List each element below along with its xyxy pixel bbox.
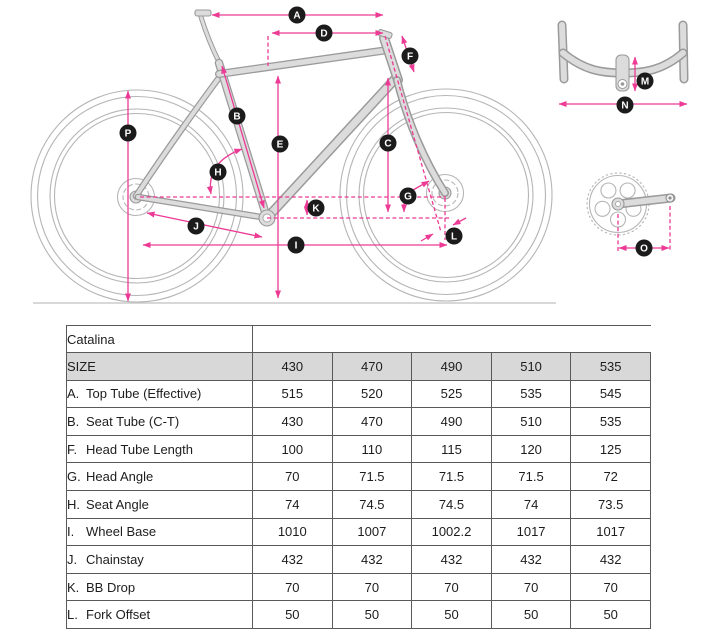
svg-text:G: G (404, 191, 412, 203)
label-H (210, 164, 227, 181)
row-label (67, 546, 253, 574)
cell-value: 470 (332, 408, 412, 436)
cell-value: 515 (253, 380, 333, 408)
row-name: Seat Tube (C-T) (86, 413, 180, 429)
label-K (308, 200, 325, 217)
cell-value: 432 (491, 546, 571, 574)
cell-value: 72 (571, 463, 651, 491)
table-row (67, 573, 651, 601)
size-430: 430 (253, 353, 333, 381)
cell-value: 510 (491, 408, 571, 436)
label-P (120, 125, 137, 142)
saddle-clamp (195, 10, 211, 16)
cell-value: 1002.2 (412, 518, 492, 546)
svg-text:D: D (320, 28, 328, 40)
table-row (67, 380, 651, 408)
row-letter: K. (67, 579, 80, 595)
svg-text:A: A (293, 10, 301, 22)
table-row (67, 518, 651, 546)
row-letter: G. (67, 469, 81, 485)
cell-value: 535 (571, 408, 651, 436)
cell-value: 50 (332, 601, 412, 629)
cell-value: 545 (571, 380, 651, 408)
label-N (617, 97, 634, 114)
cell-value: 50 (412, 601, 492, 629)
cell-value: 432 (412, 546, 492, 574)
cell-value: 70 (332, 573, 412, 601)
table-row (67, 408, 651, 436)
cell-value: 71.5 (412, 463, 492, 491)
size-510: 510 (491, 353, 571, 381)
cell-value: 74 (253, 490, 333, 518)
row-letter: L. (67, 607, 78, 623)
cell-value: 50 (571, 601, 651, 629)
svg-text:H: H (214, 167, 222, 179)
cell-value: 70 (253, 463, 333, 491)
svg-text:O: O (640, 243, 648, 255)
row-label (67, 601, 253, 629)
svg-text:B: B (233, 111, 241, 123)
svg-text:N: N (621, 100, 629, 112)
label-J (188, 218, 205, 235)
crankset-diagram (587, 173, 674, 235)
row-letter: B. (67, 413, 80, 429)
table-title-spacer (253, 326, 651, 353)
label-I (288, 237, 305, 254)
row-name: Fork Offset (86, 607, 151, 623)
table-title: Catalina (67, 326, 253, 353)
svg-text:J: J (193, 221, 199, 233)
cell-value: 535 (491, 380, 571, 408)
cell-value: 70 (491, 573, 571, 601)
row-label (67, 490, 253, 518)
size-470: 470 (332, 353, 412, 381)
cell-value: 71.5 (491, 463, 571, 491)
row-name: BB Drop (86, 579, 136, 595)
cell-value: 110 (332, 435, 412, 463)
cell-value: 50 (253, 601, 333, 629)
row-name: Wheel Base (86, 524, 157, 540)
table-title-row (67, 326, 651, 353)
cell-value: 70 (412, 573, 492, 601)
label-M (637, 73, 654, 90)
svg-text:L: L (450, 231, 458, 243)
svg-text:P: P (124, 128, 132, 140)
cell-value: 432 (332, 546, 412, 574)
size-535: 535 (571, 353, 651, 381)
row-name: Seat Angle (86, 496, 149, 512)
cell-value: 525 (412, 380, 492, 408)
row-label (67, 573, 253, 601)
cell-value: 115 (412, 435, 492, 463)
cell-value: 74 (491, 490, 571, 518)
row-name: Head Angle (86, 469, 154, 485)
cell-value: 432 (253, 546, 333, 574)
row-letter: H. (67, 496, 80, 512)
label-F (402, 48, 419, 65)
svg-text:E: E (276, 139, 284, 151)
table-row (67, 435, 651, 463)
cell-value: 73.5 (571, 490, 651, 518)
svg-text:M: M (640, 76, 650, 88)
frame (136, 10, 445, 226)
row-label (67, 463, 253, 491)
row-label (67, 518, 253, 546)
table-row (67, 463, 651, 491)
row-label (67, 408, 253, 436)
label-E (272, 136, 289, 153)
row-name: Chainstay (86, 551, 144, 567)
cell-value: 50 (491, 601, 571, 629)
label-D (316, 25, 333, 42)
cell-value: 70 (253, 573, 333, 601)
row-name: Head Tube Length (86, 441, 193, 457)
cell-value: 430 (253, 408, 333, 436)
size-header: SIZE (67, 353, 253, 381)
geometry-table (66, 325, 651, 629)
svg-text:I: I (294, 240, 298, 252)
label-C (380, 135, 397, 152)
table-row (67, 546, 651, 574)
svg-text:K: K (312, 203, 320, 215)
cell-value: 1010 (253, 518, 333, 546)
cell-value: 74.5 (332, 490, 412, 518)
table-row (67, 490, 651, 518)
label-G (400, 188, 417, 205)
cell-value: 74.5 (412, 490, 492, 518)
svg-text:C: C (384, 138, 392, 150)
svg-text:F: F (406, 51, 414, 63)
row-name: Top Tube (Effective) (86, 386, 202, 402)
cell-value: 70 (571, 573, 651, 601)
cell-value: 1017 (571, 518, 651, 546)
cell-value: 125 (571, 435, 651, 463)
cell-value: 71.5 (332, 463, 412, 491)
row-letter: J. (67, 551, 78, 567)
cell-value: 520 (332, 380, 412, 408)
label-L (446, 228, 463, 245)
table-row (67, 601, 651, 629)
row-letter: A. (67, 386, 80, 402)
cell-value: 1007 (332, 518, 412, 546)
cell-value: 100 (253, 435, 333, 463)
label-A (289, 7, 306, 24)
geometry-table-body (67, 326, 651, 629)
handlebar-diagram (562, 25, 684, 91)
cell-value: 120 (491, 435, 571, 463)
cell-value: 432 (571, 546, 651, 574)
row-letter: F. (67, 441, 78, 457)
row-label (67, 435, 253, 463)
label-O (636, 240, 653, 257)
table-header-row (67, 353, 651, 381)
cell-value: 1017 (491, 518, 571, 546)
row-letter: I. (67, 524, 75, 540)
row-label (67, 380, 253, 408)
size-490: 490 (412, 353, 492, 381)
cell-value: 490 (412, 408, 492, 436)
label-B (229, 108, 246, 125)
